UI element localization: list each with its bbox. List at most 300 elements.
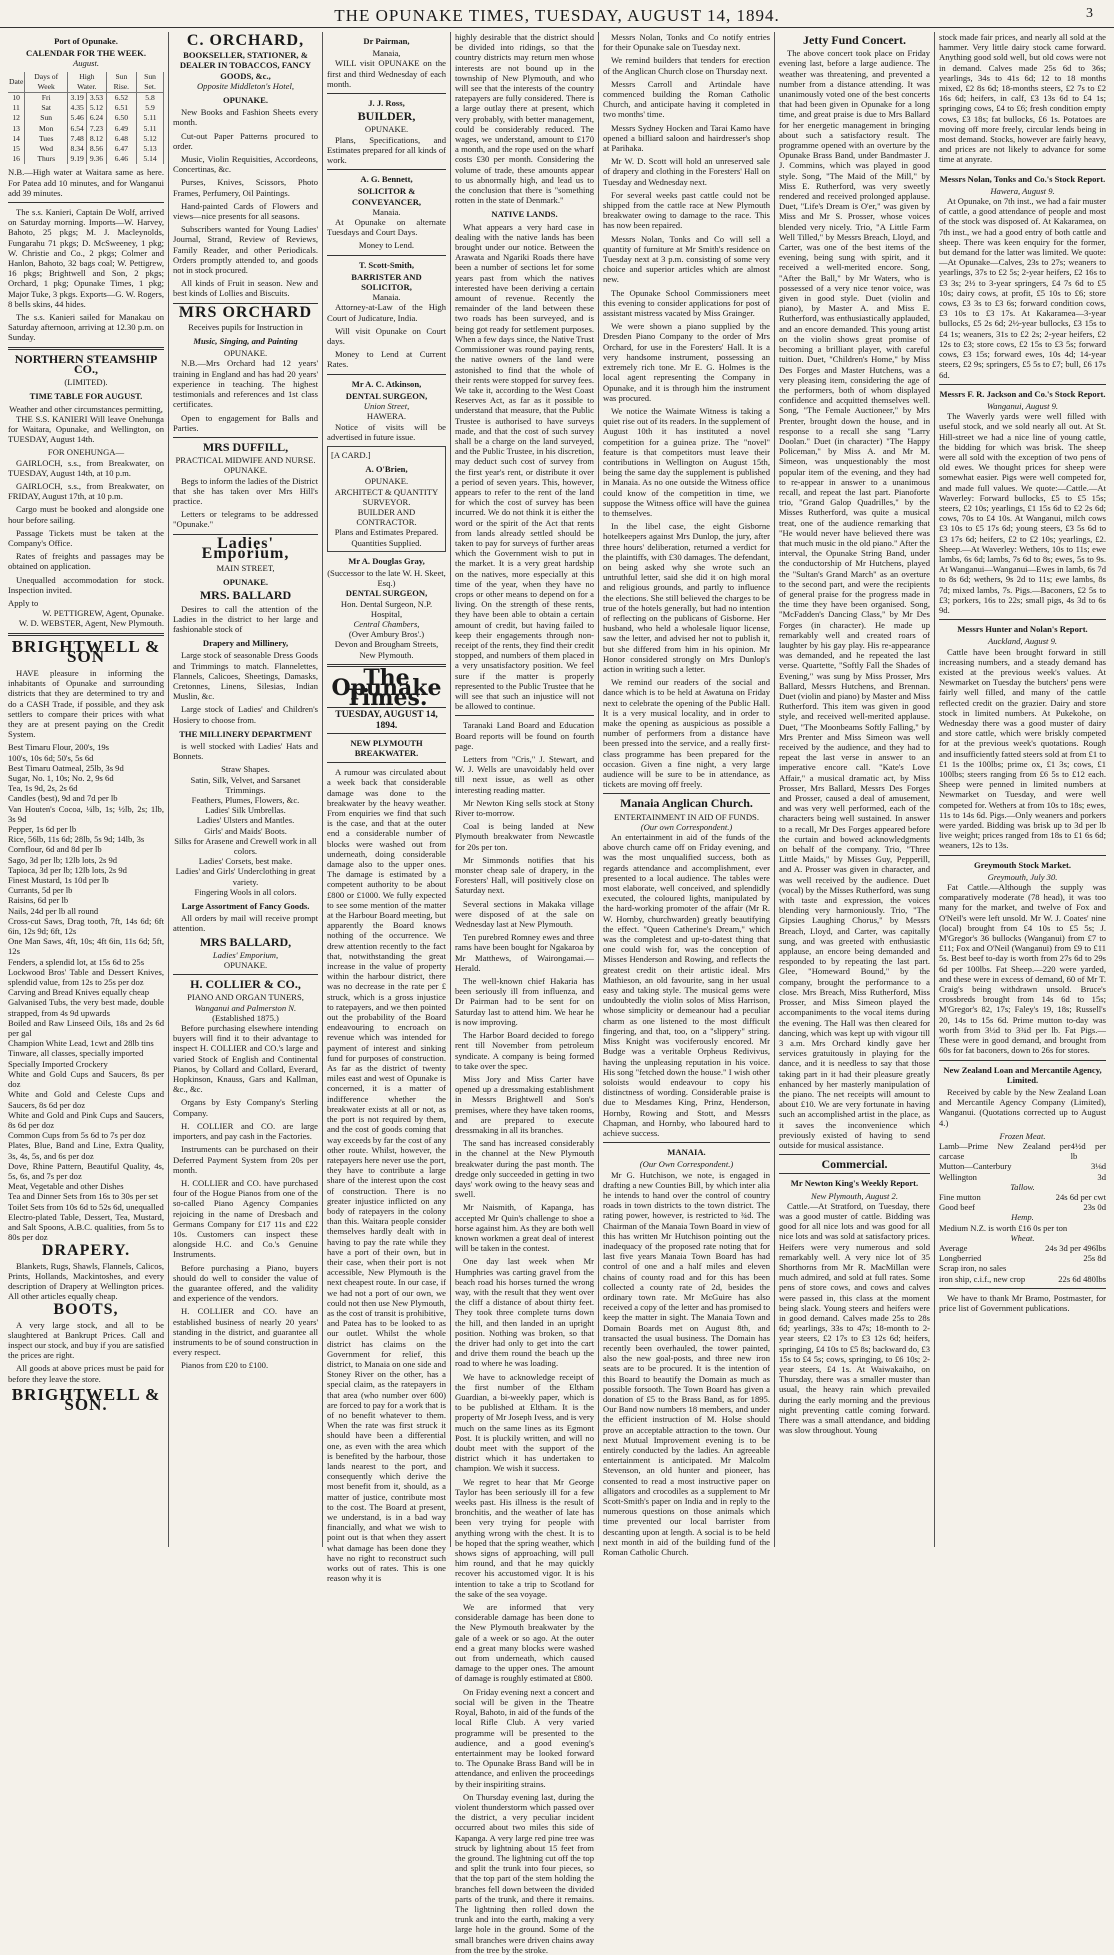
- tide-cell: 7.23: [87, 124, 106, 134]
- price-item: Candles (best), 9d and 7d per lb: [8, 793, 118, 804]
- price-item: Tea, 1s 9d, 2s, 2s 6d: [8, 783, 78, 794]
- col5-briefs: [603, 32, 770, 789]
- emporium-town: OPUNAKE.: [222, 577, 269, 588]
- price-item: Toilet Sets from 10s 6d to 52s 6d, unequalled: [8, 1201, 164, 1212]
- orchard-p7: All kinds of Fruit in season. New and best kinds of Lollies and Biscuits.: [173, 278, 318, 299]
- tide-cell: 6.46: [106, 154, 136, 164]
- mrs-orchard-nb: N.B.—Mrs Orchard had 12 years' training in England and has had 20 years' experience in teaching. The highest testimonials and references and 1st class certificates.: [173, 358, 318, 410]
- breakwater-text: A rumour was circulated about a week back that considerable damage was done to the breakwater by the heavy weather. From enquiries we find that such is the case, and that at the outer end a considerable number of blocks were washed out from underneath, doing considerable damage also to the upper ones. The damage is estimated by a competent authority to be about £800 or £1000. We fully expected to see some mention of the matter at the Harbour Board meeting, but apparently the Board knows nothing of the occurrence. We drew attention recently to the fact that, notwithstanding the great increase in the value of property within the harbour district, there was no decrease in the rate per £ struck, which is a gross injustice to ratepayers, and we then pointed out the probability of the Board endeavouring to encroach on revenue which was intended for payment of interest and sinking fund for purposes of construction. As far as the district of twenty miles east and west of Opunake is concerned, it is a matter of indifference whether the breakwater exists at all or not, as the port is not required by them, and the cost of goods coming that way exceeds by far the cost of any other route. Whilst, however, the ratepayers here never use the port, they have to contribute a large share of the interest upon the cost of construction. There is no greater injustice inflicted on any body of ratepayers in the colony than this. Waitara people consider themselves hardly dealt with in having to pay the rate while they have a port of their own, but in their case, when their port is not accessible, New Plymouth is the next cheapest route. In our case, if we had not a port of our own, we could not then use New Plymouth, as the cost of transit is prohibitive, and Patea has to be looked to as our outlet. Whilst the whole district has claims on the Government for relief, this district, to Manaia on one side and Stoney River on the other, has a special claim, as the ratepayers in that area (who number over 600) are forced to pay for a work that is of no benefit whatever to them. When the rate was first struck it should have been a differential one, as even with the area which is benefited by the harbour, those lands nearest to the port, and consequently which derive the most benefit from it, should, as a matter of justice, contribute most to the cost. The Board at present, we understand, is in a bad way financially, and what we wish to point out is that when they assert what damage has been done they have no right to reconstruct such works out of rates. This is one reason why it is: [327, 767, 446, 1584]
- ballard-heading: MRS. BALLARD: [199, 588, 292, 603]
- masthead-title: THE OPUNAKE TIMES, TUESDAY, AUGUST 14, 1894.: [334, 6, 780, 25]
- price-item: Galvanised Tubs, the very best made, double strapped, from 4s 9d upwards: [8, 997, 164, 1018]
- price-row: [939, 1192, 1106, 1202]
- smith-trade: BARRISTER AND SOLICITOR,: [351, 271, 422, 293]
- collier-p1: Before purchasing elsewhere intending buyers will find it to their advantage to inspect H. COLLIER and CO.'s large and varied Stock of English and Continental Pianos, by Collard and Collard, Everard, Hopkinson, Knauss, Gars and Kallman, &c., &c.: [173, 1023, 318, 1095]
- price-value: 25s 8d: [1083, 1253, 1106, 1264]
- newton-text: Cattle.—At Stratford, on Tuesday, there was a good muster of cattle. Bidding was good for all nice lots and was good for all nice lots and was sold at satisfactory prices. Heifers were very numerous and sold remarkably well. A very nice lot of 35 Shorthorns from Mr R. MacMillan were much admired, and sold at full rates. Some pens of store cows, and cows and calves were passed in, this class at the moment being slack. Young steers and heifers were in good demand. Calves made 25s to 28s 6d; yearlings, 33s to 47s; 18-month to 2-year steers, £2 17s to £3 12s 6d; heifers, springing, £4 10s to £5 8s; backward do, £3 15s to £4 5s; cows, springing, to £6 10s; 2-year steers, £4 1s. At Waiwakaiho, on Thursday, there was a smaller muster than usual, the heavy rain which prevailed during the early morning and the previous night preventing cattle coming forward. There was a small attendance, and bidding was slow throughout. Young: [779, 1200, 930, 1436]
- price-item: Boiled and Raw Linseed Oils, 18s and 2s 6d per gal: [8, 1017, 164, 1039]
- price-item: Sago, 3d per lb; 12lb lots, 2s 9d: [8, 854, 118, 865]
- orchard-p1: New Books and Fashion Sheets every month.: [173, 107, 318, 128]
- gairloch-1: GAIRLOCH, s.s., from Breakwater, on TUESDAY, August 14th, at 10 p.m.: [8, 457, 164, 478]
- price-value: 4½d per lb: [1070, 1140, 1106, 1162]
- timetable-heading: TIME TABLE FOR AUGUST.: [29, 391, 143, 402]
- wheat-heading: Wheat.: [1010, 1232, 1035, 1243]
- shipping-note: The s.s. Kanieri, Captain De Wolf, arrived on Saturday morning. Imports—W. Harvey, Bahoto, 25 pkgs; M. J. Macleynolds, Fungarahu 71 pkgs; D. McSweeney, 1 pkg; W. Christie and Co., 2 pkgs; Colmer and Hanlon, Bahoto, 32 bags coal; W. Pettigrew, 16 pkgs; Brightwell and Son, 2 pkgs; Orchard, 1 pkg; Opunake Times, 1 pkg; Major Tuke, 3 pkgs. Exports—G. W. Rogers, 8 bells skins, 44 hides.: [8, 207, 164, 309]
- news-brief: The Opunake School Commissioners meet this evening to consider applications for post of assistant mistress vacated by Miss Grainger.: [603, 287, 770, 319]
- tide-cell: 5.11: [137, 113, 164, 123]
- nolan-text: At Opunake, on 7th inst., we had a fair muster of cattle, a good attendance of people and most of the stock was disposed of. At Kakaramea, on 7th inst., we had a good entry of both cattle and sheep. There was keen enquiry for the former, but demand for the latter was limited. We quote:—At Opunake—Calves, 23s to 27s; weaners to yearlings, 37s to £2 5s; 2-year heifers, £2 16s to £3 3s; 2½ to 3-year springers, £4 7s 6d to £5 10s; dairy cows, at profit, £5 10s to £6; store cows, £3 3s to £3 6s; forward condition cows, £3 10s to £3 17s. At Kakaramea—3-year bullocks, £5 2s 6d; 2½-year bullocks, £3 15s to £4 1s; weaners, 31s to £2 2s; 2-year heifers, £2 12s to £3; store cows, £2 15s to £3 5s; forward cows, £3 15s; forward ewes, 10s 4d; 14-year steers, £2 9s; springers, £5 5s to £7; bull, £6 17s 6d.: [939, 196, 1106, 380]
- tide-cell: 12: [8, 113, 25, 123]
- port-heading: Port of Opunake.: [54, 36, 118, 46]
- news-brief: For several weeks past cattle could not be shipped from the cattle race at New Plymouth breakwater owing to damage to the race. This has now been repaired.: [603, 189, 770, 231]
- tide-cell: 5.14: [137, 154, 164, 164]
- millinery-list: [173, 764, 318, 897]
- tide-row: [8, 154, 164, 164]
- column-1: [4, 32, 168, 1547]
- greymouth-dateline: Greymouth, July 30.: [987, 871, 1058, 882]
- price-row: [939, 1253, 1106, 1263]
- brightwell-footer: BRIGHTWELL & SON.: [11, 1384, 161, 1414]
- mrs-orchard-town: OPUNAKE.: [223, 348, 268, 359]
- tide-row: [8, 93, 164, 104]
- column-3: [322, 32, 450, 1584]
- news-brief: Taranaki Land Board and Education Board reports will be found on fourth page.: [455, 720, 594, 751]
- atkinson-town: HAWERA.: [366, 411, 407, 422]
- gray-over: (Over Ambury Bros'.): [348, 629, 425, 640]
- news-brief: We regret to hear that Mr George Taylor has been seriously ill for a few weeks past. His illness is the result of bronchitis, and the weather of late has been very trying for people with anything wrong with the chest. It is to be hoped that the spring weather, which shows signs of approaching, will pull him round, and that he may quickly recover his accustomed vigor. It is his intention to take a trip to Scotland for the sake of the sea voyage.: [455, 1476, 594, 1599]
- breakwater-heading: NEW PLYMOUTH BREAKWATER.: [350, 737, 423, 758]
- rates-note: Rates of freights and passages may be obtained on application.: [8, 551, 164, 572]
- ballard-p1: Large stock of seasonable Dress Goods and Trimmings to match. Flannelettes, Flannels, Calicoes, Sheetings, Damasks, Cretonnes, Linens, Silesias, Indian Muslin, &c.: [173, 650, 318, 702]
- price-item: Van Houten's Cocoa, ¼lb, 1s; ½lb, 2s; 1lb, 3s 9d: [8, 803, 164, 824]
- bennett-town: Manaia.: [372, 206, 401, 217]
- news-brief: We have to acknowledge receipt of the first number of the Eltham Guardian, a bi-weekly paper, which is to be published at Eltham. It is the property of Mr Joseph Ivess, and is very much on the same lines as its Egmont Post. It is pluckily written, and will no doubt meet with the support of the district which it has undertaken to champion. We wish it success.: [455, 1371, 594, 1474]
- tide-cell: 8.56: [87, 144, 106, 154]
- gray-heading: Mr A. Douglas Gray,: [348, 555, 425, 566]
- tallow-heading: Tallow.: [1010, 1181, 1035, 1192]
- smith-town: Manaia.: [372, 292, 401, 303]
- obrien-quantities: Quantities Supplied.: [351, 537, 422, 548]
- tide-cell: Mon: [25, 124, 68, 134]
- bennett-heading: A. G. Bennett,: [360, 174, 413, 185]
- news-brief: Mr Simmonds notifies that his monster cheap sale of drapery, in the Foresters' Hall, will positively close on Saturday next.: [455, 854, 594, 896]
- emporium-street: MAIN STREET,: [216, 562, 275, 573]
- emporium-heading: Ladies' Emporium,: [201, 534, 290, 562]
- millinery-item: Ladies' Corsets, best make.: [198, 856, 293, 867]
- newton-dateline: New Plymouth, August 2.: [811, 1190, 898, 1201]
- price-list: [8, 742, 164, 1242]
- jetty-text: The above concert took place on Friday evening last, before a large audience. The weather was threatening, and prevented a number from a distance attending. It was unanimously voted one of the best concerts that had been given in Opunake for a long time, and great praise is due to Mrs Ballard for her energetic management in bringing about such a satisfactory result. The programme opened with an overture by the Opunake Brass Band, under Bandmaster J. J. Commins, which was played in good style. Song, "The Maid of the Mill," by Miss E. Rutherford, was very sweetly rendered and received prolonged applause. Duet, "Life's Dream is O'er," was given by Miss and Mr S. Prosser, whose voices blended very nicely. Trio, "A Little Farm Well Tilled," by Messrs Breach, Lloyd, and Carter, was one of the best items of the evening, being sung with spirit, and it received a well-merited encore. Song, "After the Ball," by Mr Waters, who is possessed of a very nice tenor voice, was given in good style. Duet (violin and piano), by Master A. and Miss E. Rutherford, was enthusiastically applauded, and an encore demanded. This young artist on the violin shows great promise of becoming a brilliant player, with careful tuition. Duet, "Children's Home," by Miss Des Forges and Master Hutchens, was a very pleasing item, considering the age of the performers, both of whom displayed confidence and acquitted themselves well. Song, "The Female Auctioneer," by Mrs Prenter, brought down the house, and in response to a recall she sang "Larry Doolan." Duet (in character) "The Happy Policeman," by Miss A. and Mr M. Simeon, was unquestionably the most popular item of the evening, and they had to re-appear in answer to a unanimous recall, and repeat the last part. Pianoforte trio, "Grand Galop Quadrilles," by the Misses Rutherford, was quite a musical treat, one of the audience remarking that "He would never have believed there was that much music in the old piano." After the interval, the Opunake String Band, under the conductorship of Mr Hutchens, played the "Sultan's Grand March" as an overture to the second part, and were the recipients of general praise for the progress made in the time they have been organised. Song, "McFadden's Dancing Class," by Mr Des Forges (in character). He made up remarkably well and created roars of laughter by his gay play. His re-appearance was demanded, and he repeated the last verse. Quartette, "Softly Fall the Shades of Evening," was sung by Miss Prosser, Mrs Ballard, Messrs Hutchens, and Brennan. Duet (violin and piano) by Master and Miss Rutherford. This item was given in good style, and received well-merited applause. Duet, "The Moonbeams Softly Falling," by Mrs Prenter and Miss Simeon was well received by the audience, and they had to repeat the last verse in answer to an imperative encore call. "Kate's Love Affair," a musical dramatic act, by Miss Prosser, Mrs Ballard, Messrs Des Forges and Prosser, caused a deal of amusement, and was very well performed, each of the characters being well sustained. In answer to a recall, Mr Des Forges appeared before the curtain and bowed acknowledgments on behalf of the company. Trio, "Three Little Maids," by Misses Guy, Pepperill, and A. Prosser was given in character, and was well received by the audience. Duet (vocal) by the Misses Rutherford, was sung with taste and expression, the voices blending very harmoniously. Trio, "The Gipsies Laughing Chorus," by Messrs Breach, Lloyd, and Carter, was capitally sung, and was greeted with enthusiastic applause, an encore being demanded and responded to by repeating the last part. Glee, "Homeward Bound," by the company, brought the performance to a close. Mrs Breach, Miss Rutherford, Miss Prosser, and Miss Simeon played the accompaniments to the vocal items during the evening. The Hall was then cleared for dancing, which was kept up with vigour till 3 a.m. Mrs Orchard kindly gave her services gratuitously in playing for the dance, and it is needless to say that those taking part in it had their pleasure greatly enhanced by her masterly manipulation of the piano. The net receipts will amount to about £10. We are very fortunate in having such an accomplished artist in the place, as it saves the inconvenience which previously existed of having to send outside for musical assistance.: [779, 48, 930, 1150]
- collier-town: Wanganui and Palmerston N.: [194, 1002, 297, 1013]
- tide-table: [8, 72, 164, 165]
- tide-row: [8, 134, 164, 144]
- price-item: Common Cups from 5s 6d to 7s per doz: [8, 1130, 146, 1141]
- passage-note: Passage Tickets must be taken at the Company's Office.: [8, 527, 164, 548]
- tide-cell: 9.19: [68, 154, 87, 164]
- millinery-item: Straw Shapes.: [221, 764, 270, 775]
- tide-cell: 5.11: [137, 124, 164, 134]
- price-item: Rice, 56lb, 11s 6d; 28lb, 5s 9d; 14lb, 3s: [8, 834, 145, 845]
- tide-cell: Fri: [25, 93, 68, 104]
- millinery-item: Ladies' Ulsters and Mantles.: [196, 815, 295, 826]
- ballard-footer-town: OPUNAKE.: [223, 960, 268, 971]
- paper-date: TUESDAY, AUGUST 14, 1894.: [327, 707, 446, 733]
- tide-header: Date: [8, 72, 25, 93]
- calendar-heading: CALENDAR FOR THE WEEK.: [25, 48, 146, 59]
- duffill-line: PRACTICAL MIDWIFE AND NURSE.: [175, 455, 316, 466]
- duffill-letters: Letters or telegrams to be addressed "Opunake.": [173, 509, 318, 530]
- news-brief: On Thursday evening last, during the violent thunderstorm which passed over the district, a very peculiar incident occurred about two miles this side of Kapanga. A very large red pine tree was struck by lightning about 15 feet from the ground. The lightning cut off the top and split the trunk into four pieces, so that the top part of the stem holding the branches fell down between the divided parts of the trunk, and there it remains. The lightning then rolled down the trunk and into the earth, making a very large hole in the ground. Some of the small branches were driven chains away from the tree by the stroke.: [455, 1791, 594, 1955]
- news-brief: Ten purebred Romney ewes and three rams have been bought for Ngakaroa by Mr Matthews, of Wairongamai.—Herald.: [455, 932, 594, 973]
- news-brief: One day last week when Mr Humphries was carting gravel from the beach road his horses turned the wrong way, with the result that they went over the cliff a distance of about thirty feet. They took three complete turns down the hill, and then landed in an upright position. Nothing was broken, so that the driver had only to get into the cart and drive them round the beach up the road to where he was loading.: [455, 1256, 594, 1369]
- greymouth-text: Fat Cattle.—Although the supply was comparatively moderate (78 head), it was too many for the market, and twelve of Fox and O'Neil's were left unsold. Mr W. J. Coates' nine (local) brought from £4 10s to £5 5s; J. M'Gregor's 36 bullocks (Wanganui) from £7 to £11; Fox and O'Neil (Wanganui) from £9 to £11 5s. Best beef to-day is worth from 27s 6d to 29s 6d per 100lbs. Fat Sheep.—220 were yarded, and these were in excess of demand, 60 of Mr T. Craig's being withdrawn unsold. Bruce's crossbreds brought from 14s 6d to 15s; M'Gregor's 82, 17s; Faley's 19, 18s; Russell's 20, 14s to 15s 6d. Prime mutton to-day was worth from 3½d to 3¾d per lb. Fat Pigs.—These were in good demand, and brought from 60s for fat baconers, down to 26s for stores.: [939, 882, 1106, 1056]
- price-item: Fenders, a splendid lot, at 15s 6d to 25s: [8, 956, 145, 967]
- tide-cell: 16: [8, 154, 25, 164]
- jackson-dateline: Wanganui, August 9.: [986, 400, 1059, 411]
- news-brief: On Friday evening next a concert and social will be given in the Theatre Royal, Bahoto, in aid of the funds of the local Rifle Club. A very varied programme will be presented to the audience, and a good evening's entertainment may be looked forward to. The Opunake Brass Band will be in attendance, and enliven the proceedings by their inspiriting strains.: [455, 1686, 594, 1789]
- price-item: White and Gold Cups and Saucers, 8s per doz: [8, 1068, 164, 1090]
- drapery-text: Blankets, Rugs, Shawls, Flannels, Calicos, Prints, Hollands, Mackintoshes, and every description of Drapery at Wellington prices. All other articles equally cheap.: [8, 1260, 164, 1302]
- tide-cell: 9.36: [87, 154, 106, 164]
- news-brief: The sand has increased considerably in the channel at the New Plymouth breakwater during the past month. The dredge only succeeded in getting in two days' work owing to the heavy seas and swell.: [455, 1138, 594, 1200]
- breakwater-continued: highly desirable that the district should be divided into ridings, so that the country districts may return men whose interests are not bound up in the township of New Plymouth, and who will see that the interests of the country ratepayers are fully considered. There is a large outlay there at present, which very probably, with better management, could be considerably reduced. The wages, we understand, amount to £170 a month, and the rope used on the wharf costs £30 per month. Considering the volume of trade, these amounts appear to us abnormally high, and lead us to the conclusion that there is "something rotten in the state of Denmark.": [455, 32, 594, 206]
- tide-cell: 10: [8, 93, 25, 104]
- ballard-footer: MRS BALLARD,: [199, 934, 292, 949]
- gray-town: New Plymouth.: [359, 649, 414, 660]
- price-label: Mutton—Canterbury: [939, 1161, 1012, 1172]
- tide-cell: 5.46: [68, 113, 87, 123]
- price-item: Tinware, all classes, specially imported: [8, 1048, 144, 1059]
- manaia-church-corr: (Our own Correspondent.): [640, 821, 733, 832]
- ballard-footer-sub: Ladies' Emporium,: [212, 949, 279, 960]
- sailing-note: The s.s. Kanieri sailed for Manakau on Saturday afternoon, arriving at 12.30 p.m. on Sunday.: [8, 312, 164, 343]
- price-item: Lockwood Bros' Table and Dessert Knives, splendid value, from 12s to 25s per doz: [8, 966, 164, 988]
- millinery-item: Satin, Silk, Velvet, and Sarsanet Trimmings.: [190, 774, 301, 795]
- smith-heading: T. Scott-Smith,: [359, 259, 414, 270]
- mrs-orchard-intro: Receives pupils for Instruction in: [188, 321, 303, 332]
- manaia-church-heading: Manaia Anglican Church.: [620, 796, 753, 811]
- brightwell-heading: BRIGHTWELL & SON: [11, 636, 161, 666]
- orchard-heading: C. ORCHARD,: [186, 32, 305, 49]
- tide-cell: 5.9: [137, 103, 164, 113]
- manaia-corr: (Our Own Correspondent.): [639, 1159, 734, 1170]
- price-item: Currants, 5d per lb: [8, 885, 73, 896]
- agent-1: W. PETTIGREW, Agent, Opunake.: [42, 608, 164, 619]
- collier-p7: H. COLLIER and CO. have an established business of nearly 20 years' standing in the district, and guarantee all instruments to be of sound construction in every respect.: [173, 1306, 318, 1358]
- price-item: Cornflour, 6d and 8d per lb: [8, 844, 102, 855]
- pairman-heading: Dr Pairman,: [363, 36, 410, 46]
- price-item: Best Timaru Oatmeal, 25lb, 3s 9d: [8, 762, 124, 773]
- tide-cell: Sun: [25, 113, 68, 123]
- obrien-trade: ARCHITECT & QUANTITY SURVEYOR.: [334, 486, 439, 507]
- gray-hon: Hon. Dental Surgeon, N.P. Hospital,: [340, 598, 433, 619]
- price-item: One Man Saws, 4ft, 10s; 4ft 6in, 11s 6d; 5ft, 12s: [8, 936, 164, 957]
- pairman-text: WILL visit OPUNAKE on the first and third Wednesday of each month.: [327, 58, 446, 89]
- hemp-heading: Hemp.: [1011, 1212, 1034, 1223]
- pairman-town: Manaia,: [372, 48, 401, 59]
- price-item: Specially Imported Crockery: [8, 1058, 108, 1069]
- orchard-p6: Subscribers wanted for Young Ladies' Journal, Strand, Review of Reviews, Family Reader, and other Periodicals. Orders promptly attended to, and goods not in stock procured.: [173, 224, 318, 276]
- price-label: Lamb—Prime New Zealand per carcase: [939, 1140, 1071, 1162]
- hunter-heading: Messrs Hunter and Nolan's Report.: [957, 624, 1088, 635]
- jackson-text: The Waverly yards were well filled with useful stock, and we sold nearly all out. At St. Hill-street we had a nice line of young cattle, the bidding for which was brisk. The sheep were all sold with the exception of two pens of old ewes. We thought prices for sheep were somewhat easier. Pigs were well competed for, and made full values. We quote:—Cattle.—At Waverley: Forward bullocks, £5 to £5 15s; steers, £2 10s; yearlings, £1 15s 6d to £2 2s 6d; cows, 70s to £4 10s. At Wanganui, milch cows £3 10s to £5 17s 6d; young steers, £3 5s 6d to £3 17s 6d; heifers, £2 to £2 10s; yearlings, £2. Sheep.—At Waverley: Wethers, 10s to 11s; ewe lambs, 6s 6d; lambs, 7s 6d to 8s; ewes, 5s to 9s. At Wanganui—Wanganui—Ewes in lamb, 6s 7d to 8s 6d; wethers, 9s 2d to 11s; ewe lambs, 8s 7d; mixed lambs, 7s. Pigs.—Baconers, £2 5s to £3; porkers, 16s to 22s; small pigs, 4s 3d to 6s 9d.: [939, 411, 1106, 615]
- page-number: 3: [1086, 6, 1094, 21]
- onehunga-heading: FOR ONEHUNGA—: [47, 447, 125, 458]
- price-value: 3⅛d: [1090, 1161, 1106, 1172]
- price-item: Carving and Bread Knives equally cheap: [8, 987, 150, 998]
- nz-loan-text: Received by cable by the New Zealand Loan and Mercantile Agency Company (Limited), Wanganui. (Quotations corrected up to August 4.): [939, 1086, 1106, 1128]
- news-brief: The well-known chief Hakaria has been seriously ill from influenza, and Dr Pairman had to be sent for on Saturday last to attend him. We hear he is now improving.: [455, 976, 594, 1027]
- atkinson-heading: Mr A. C. Atkinson,: [351, 378, 422, 389]
- jetty-heading: Jetty Fund Concert.: [803, 33, 906, 47]
- timetable-intro: Weather and other circumstances permitting,: [9, 403, 163, 414]
- tide-cell: 6.52: [106, 93, 136, 104]
- mail-orders: All orders by mail will receive prompt attention.: [173, 913, 318, 934]
- ballard-intro: Desires to call the attention of the Ladies in the district to her large and fashionable stock of: [173, 603, 318, 634]
- column-7: [934, 32, 1110, 1547]
- collier-p4: Instruments can be purchased on their Deferred Payment System from 20s per month.: [173, 1144, 318, 1175]
- hunter-dateline: Auckland, August 9.: [987, 636, 1058, 647]
- commercial-heading: Commercial.: [821, 1157, 888, 1172]
- orchard-p2: Cut-out Paper Patterns procured to order.: [173, 130, 318, 151]
- mrs-orchard-balls: Open to engagement for Balls and Parties.: [173, 412, 318, 433]
- obrien-ad: [327, 446, 446, 552]
- tide-cell: 5.12: [137, 134, 164, 144]
- obrien-trade2: BUILDER AND CONTRACTOR.: [356, 506, 417, 528]
- apply-to: Apply to: [8, 597, 39, 608]
- millinery-heading: THE MILLINERY DEPARTMENT: [179, 728, 312, 739]
- manaia-text: Mr G. Hutchison, we note, is engaged in drafting a new Counties Bill, by which inter alia he intends to hand over the control of country roads in town districts to the town district. The rating power, however, is restricted to ¾d. The Chairman of the Manaia Town Board in view of this has written Mr Hutchison pointing out the inadequacy of the proposed rate noting that for last five years Manaia Town Board has had control of one and a half miles and eleven chains of county road and for this has been collected a county rate of 2d, besides the ordinary town rate. Mr McGuire has also received a copy of the letter and has promised to keep the matter in sight. The Manaia Town and Domain Boards met on August 8th, and transacted the usual business. The Domain has recently been overhauled, the tower painted, also the new goal-posts, and three new iron seats are to be procured. It is the intention of this Board to beautify the Domain as much as possible forsooth. The Town Board has given a donation of £5 to the Brass Band, as for 1895. Our Band now numbers 18 members, and under the efficient instruction of M. Holse should prove an acceptable attraction to the town. Our next Mutual Improvement evening is to be entirely conducted by the ladies. An agreeable entertainment is anticipated. Mr Malcolm Stevenson, an old hunter and pioneer, has consented to read a most instructive paper on alligators and crocodiles as a supplement to Mr Scott-Smith's paper on India and in reply to the numerous questions on those animals which time prevented our local barrister from descanting upon at length. A social is to be held next month in aid of the building fund of the Roman Catholic Church.: [603, 1169, 770, 1558]
- orchard-line: BOOKSELLER, STATIONER, & DEALER IN TOBACCOS, FANCY GOODS, &c.,: [179, 50, 312, 81]
- collier-p6: Before purchasing a Piano, buyers should do well to consider the value of the guarantee offered, and the validity and experience of the vendors.: [173, 1262, 318, 1304]
- tide-cell: 3.53: [87, 93, 106, 104]
- orchard-town: OPUNAKE.: [222, 95, 269, 106]
- tide-row: [8, 113, 164, 123]
- col4-briefs: [455, 720, 594, 1955]
- tide-cell: 14: [8, 134, 25, 144]
- tide-row: [8, 124, 164, 134]
- ross-trade: BUILDER,: [357, 109, 416, 124]
- tide-cell: 13: [8, 124, 25, 134]
- newton-heading: Mr Newton King's Weekly Report.: [790, 1178, 919, 1189]
- iron-ship-label: iron ship, c.i.f., new crop: [939, 1273, 1026, 1284]
- price-row: [939, 1141, 1106, 1161]
- news-brief: We notice the Waimate Witness is taking a quiet rise out of its readers. In the supplement of August 10th it has instituted a novel competition for a guinea prize. The "novel" feature is that competitors must leave their contributions in Wellington on August 15th, being the same day the supplement is published in Manaia. As no one outside the Witness office could know of the competition in time, we suppose the Witness office will have the guinea to themselves.: [603, 405, 770, 518]
- news-brief: Mr Newton King sells stock at Stony River to-morrow.: [455, 797, 594, 819]
- gray-sub: (Successor to the late W. H. Skeet, Esq.): [327, 567, 446, 589]
- orchard-p4: Purses, Knives, Scissors, Photo Frames, Perfumery, Oil Paintings.: [173, 177, 318, 198]
- tide-cell: 8.12: [87, 134, 106, 144]
- column-5: [598, 32, 774, 1558]
- price-item: Sugar, No. 1, 10s; No. 2, 9s 6d: [8, 773, 114, 783]
- tide-cell: 6.48: [106, 134, 136, 144]
- collier-p3: H. COLLIER and CO. are large importers, and pay cash in the Factories.: [173, 1120, 318, 1142]
- brightwell-intro: HAVE pleasure in informing the inhabitants of Opunake and surrounding districts that they are determined to try and do a CASH Trade, if possible, and they ask settlers to compare their prices with what they are at present paying on the Credit System.: [8, 667, 164, 740]
- obrien-heading: A. O'Brien,: [365, 464, 408, 475]
- tide-cell: Tues: [25, 134, 68, 144]
- collier-p5: H. COLLIER and CO. have purchased four of the Hogue Pianos from one of the so-called Piano Agency Companies rejoicing in the name of Dresbach and Germans Company for £17 11s and £22 10s. Customers can inspect these alongside H.C. and Co.'s Genuine Instruments.: [173, 1177, 318, 1260]
- column-4: [450, 32, 598, 1955]
- agent-2: W. D. WEBSTER, Agent, New Plymouth.: [18, 618, 164, 629]
- price-label: Good beef: [939, 1202, 976, 1213]
- tide-cell: 6.51: [106, 103, 136, 113]
- price-value: 23s 0d: [1083, 1202, 1106, 1213]
- tide-cell: 6.24: [87, 113, 106, 123]
- price-item: 100's, 10s 6d; 50's, 5s 6d: [8, 752, 94, 763]
- price-item: Finest Mustard, 1s 10d per lb: [8, 875, 109, 886]
- news-brief: We were shown a piano supplied by the Dresden Piano Company to the order of Mrs Orchard, for use in the Foresters' Hall. It is a very handsome instrument, possessing an extremely rich tone. Mr E. G. Holmes is the local agent representing the Company in Opunake, and it is through him the instrument was procured.: [603, 321, 770, 403]
- boots-heading: BOOTS,: [53, 1301, 119, 1319]
- tide-cell: Thurs: [25, 154, 68, 164]
- news-brief: Messrs Sydney Hocken and Tarai Kamo have opened a billiard saloon and hairdresser's shop at Parihaka.: [603, 122, 770, 154]
- news-brief: Mr W. D. Scott will hold an unreserved sale of drapery and clothing in the Foresters' Hall on Tuesday and Wednesday next.: [603, 156, 770, 187]
- steamship-company: NORTHERN STEAMSHIP CO.,: [14, 351, 158, 376]
- news-brief: Coal is being landed at New Plymouth breakwater from Newcastle for 20s per ton.: [455, 821, 594, 852]
- duffill-town: OPUNAKE.: [223, 465, 268, 476]
- native-text: What appears a very hard case in dealing with the native lands has been brought under our notice. Between the Arawata and Ngariki Roads there have been a number of sections let for some years past from which the natives interested have been deriving a certain amount of revenue. Recently the remainder of the land between these two roads has been surveyed, and is being got ready for settlement purposes. When a few days since, the Native Trust Commissioner was round paying rents, the native owners of the land were astonished to find that the whole of their rents were stopped for survey fees. We take it, according to the West Coast Reserves Act, as far as it possible to understand that measure, that the Public Trustee is authorised to have surveys made, and that the cost of such survey shall be a charge on the land surveyed, and the Public Trustee, in his discretion, may deduct such cost of survey from the first year's rent, or distribute it over a period of seven years. This, however, appears to refer to the rent of the land for which the cost of survey has been incurred. We do not think it is either the word or the spirit of the Act that rents from lands already settled should be taken to pay for surveys of further areas which the Government wish to put in the market. It is a very great hardship on the natives, more especially at this time of the year, when they have no crops or other means to depend on for a living. On the strength of these rents, they have been able to obtain a certain amount of credit, but having failed to keep their engagements through non-receipt of the rents, they find their credit stopped, and numbers of them placed in a very unsatisfactory position. We feel sure if the matter is properly represented to the Public Trustee that he will see that such an injustice will not be allowed to continue.: [455, 221, 594, 712]
- obrien-plans: Plans and Estimates Prepared.: [334, 527, 439, 538]
- thanks-note: We have to thank Mr Bramo, Postmaster, for price list of Government publications.: [939, 1292, 1106, 1313]
- tide-header: High Water.: [68, 72, 107, 93]
- fancy-heading: Large Assortment of Fancy Goods.: [181, 901, 310, 912]
- price-item: White and Gold and Celeste Cups and Saucers, 8s 6d per doz: [8, 1089, 164, 1110]
- wheat-rows: [939, 1243, 1106, 1263]
- millinery-item: Ladies' Silk Umbrellas.: [205, 805, 286, 816]
- price-item: Electro-plated Table, Dessert, Tea, Mustard, and Salt Spoons, A.B.C. qualities, from 5s to 80s per doz: [8, 1211, 164, 1243]
- tide-row: [8, 103, 164, 113]
- native-heading: NATIVE LANDS.: [491, 209, 558, 220]
- news-brief: Letters from "Cris," J. Stewart, and W. J. Wells are unavoidably held over till next issue, as well as other interesting reading matter.: [455, 754, 594, 795]
- smith-visit: Will visit Opunake on Court days.: [327, 325, 446, 347]
- price-row: [939, 1202, 1106, 1212]
- duffill-text: Begs to inform the ladies of the District that she has taken over Mrs Hill's practice.: [173, 475, 318, 506]
- meat-rows: [939, 1141, 1106, 1182]
- jackson-heading: Messrs F. R. Jackson and Co.'s Stock Report.: [939, 388, 1106, 399]
- tide-cell: 6.47: [106, 144, 136, 154]
- smith-text: Attorney-at-Law of the High Court of Judicature, India.: [327, 302, 446, 323]
- nolan-dateline: Hawera, August 9.: [990, 185, 1055, 196]
- price-item: Cross-cut Saws, Drag tooth, 7ft, 14s 6d; 6ft 6in, 12s 9d; 6ft, 12s: [8, 915, 164, 937]
- tallow-rows: [939, 1192, 1106, 1212]
- obrien-card: [A CARD.]: [331, 449, 371, 460]
- price-item: Pepper, 1s 6d per lb: [8, 824, 77, 835]
- news-brief: In the libel case, the eight Gisborne hotelkeepers against Mrs Dunlop, the jury, after three hours' deliberation, returned a verdict for the plaintiffs, with £30 damages. The defendant, on being asked why she wrote such an untruthful letter, said she did it on high moral and religious grounds, and partly to influence the elections. She still believed the charges to be true of the hotels generally, but had no intention of reflecting on the publicans of Gisborne. Her husband, who held a wholesale liquor license, saw the letter, and advised her not to publish it, but she differed from him in his opinion. Mr Honor considered strongly on Mrs Dunlop's action in writing such a letter.: [603, 521, 770, 674]
- bennett-money: Money to Lend.: [358, 240, 415, 251]
- tide-cell: 6.54: [68, 124, 87, 134]
- manaia-heading: MANAIA.: [667, 1147, 706, 1158]
- price-item: Best Timaru Flour, 200's, 19s: [8, 742, 110, 753]
- price-value: 24s 3d per 496lbs: [1045, 1242, 1106, 1253]
- ross-text: Plans, Specifications, and Estimates prepared for all kinds of work.: [327, 134, 446, 166]
- stock-note: Unequalled accommodation for stock. Inspection invited.: [8, 574, 164, 595]
- news-brief: Messrs Nolan, Tonks and Co will sell a quantity of furniture at Mr Smith's residence on Tuesday next at 3 p.m. consisting of some very choice and superior articles which are almost new.: [603, 233, 770, 285]
- price-row: [939, 1172, 1106, 1182]
- price-item: Plates, Blue, Band and Line, Extra Quality, 3s, 4s, 5s, and 6s per doz: [8, 1140, 164, 1161]
- orchard-p5: Hand-painted Cards of Flowers and views—nice presents for all seasons.: [173, 200, 318, 222]
- price-item: Nails, 24d per lb all round: [8, 905, 99, 916]
- news-brief: Miss Jory and Miss Carter have opened up a dressmaking establishment in Messrs Brightwell and Son's premises, where they have taken rooms, and are prepared to execute dressmaking in all its branches.: [455, 1073, 594, 1135]
- atkinson-street: Union Street,: [363, 401, 410, 412]
- paper-title: The Opunake Times.: [331, 664, 442, 712]
- newton-continued: stock made fair prices, and nearly all sold at the hammer. Very little dairy stock came forward. Anything good sold well, but old cows were not in demand. Calves made 25s 6d to 36s; yearlings, 34s to 41s 6d; 12 to 18 months mixed, £2 8s 6d; 18-months steers, £2 7s to £2 16s 6d; heifers, in calf, £3 13s 6d to £4 1s; springing cows, £4 to £6; fresh condition empty cows, £3 18s; fat bullocks, £6 1s. Potatoes are moving off more freely, circular lends being in most demand. Stocks, however are fairly heavy, and prices are not likely to advance for some time at anyrate.: [939, 32, 1106, 165]
- price-label: Wellington: [939, 1171, 977, 1182]
- price-label: Fine mutton: [939, 1191, 981, 1202]
- news-brief: Several sections in Makaka village were disposed of at the sale on Wednesday last at New Plymouth.: [455, 898, 594, 930]
- news-brief: We remind our readers of the social and dance which is to be held at Awatuna on Friday next to celebrate the opening of the Public Hall. It is a very musical locality, and in order to make the opening as auspicious as possible a number of performers from a distance have been pressed into the service, and a really first-class programme has been prepared for the occasion. Given a fine night, a very large audience will be sure to be in attendance, as tickets are moving off freely.: [603, 677, 770, 790]
- tide-cell: 4.35: [68, 103, 87, 113]
- collier-heading: H. COLLIER & CO.,: [190, 977, 301, 992]
- nz-loan-heading: New Zealand Loan and Mercantile Agency, Limited.: [943, 1064, 1102, 1085]
- millinery-item: Fingering Wools in all colors.: [194, 886, 297, 897]
- tide-cell: 5.8: [137, 93, 164, 104]
- iron-ship-row: [939, 1274, 1106, 1284]
- tide-cell: 3.19: [68, 93, 87, 104]
- collier-p2: Organs by Esty Company's Sterling Company.: [173, 1097, 318, 1118]
- ross-town: OPUNAKE.: [364, 124, 409, 135]
- cargo-note: Cargo must be booked and alongside one hour before sailing.: [8, 504, 164, 525]
- gairloch-2: GAIRLOCH, s.s., from Breakwater, on FRIDAY, August 17th, at 10 p.m.: [8, 480, 164, 502]
- tide-cell: 7.48: [68, 134, 87, 144]
- price-row: [939, 1243, 1106, 1253]
- price-item: Raisins, 6d per lb: [8, 895, 69, 906]
- gray-chambers: Central Chambers,: [353, 618, 420, 629]
- news-brief: The Harbor Board decided to forego rent till November from petroleum syndicate. A company is being formed to take over the spec.: [455, 1030, 594, 1071]
- tide-cell: Sat: [25, 103, 68, 113]
- column-2: [168, 32, 322, 1547]
- tide-cell: 5.13: [137, 144, 164, 154]
- millinery-item: Feathers, Plumes, Flowers, &c.: [191, 795, 300, 805]
- price-value: 3d: [1097, 1171, 1106, 1182]
- mrs-orchard-subjects: Music, Singing, and Painting: [193, 336, 298, 347]
- tide-cell: 15: [8, 144, 25, 154]
- orchard-address: Opposite Middleton's Hotel,: [196, 80, 295, 91]
- bennett-trade: SOLICITOR & CONVEYANCER,: [351, 186, 422, 207]
- duffill-heading: MRS DUFFILL,: [202, 439, 289, 454]
- price-item: Tapioca, 3d per lb; 12lb lots, 2s 9d: [8, 864, 127, 875]
- tide-cell: 5.12: [87, 103, 106, 113]
- collier-line: PIANO AND ORGAN TUNERS,: [187, 992, 304, 1003]
- drapery-heading: DRAPERY.: [41, 1242, 131, 1260]
- orchard-p3: Music, Violin Requisities, Accordeons, Concertinas, &c.: [173, 154, 318, 175]
- mrs-orchard-heading: MRS ORCHARD: [178, 303, 313, 321]
- gray-trade: DENTAL SURGEON,: [345, 588, 428, 599]
- millinery-item: Silks for Arasene and Crewell work in all colors.: [174, 835, 317, 857]
- news-brief: We remind builders that tenders for erection of the Anglican Church close on Thursday next.: [603, 55, 770, 76]
- masthead: [0, 0, 1114, 28]
- price-item: Dove, Rhine Pattern, Beautiful Quality, 4s, 5s, 6s, and 7s per doz: [8, 1160, 164, 1181]
- tide-header: Sun Set.: [137, 72, 164, 93]
- collier-est: (Established 1875.): [212, 1012, 279, 1023]
- price-item: White and Gold and Pink Cups and Saucers, 8s 6d per doz: [8, 1109, 164, 1130]
- news-brief: Messrs Carroll and Artindale have commenced building the Roman Catholic Church, and anticipate having it completed in two months' time.: [603, 78, 770, 120]
- tide-row: [8, 144, 164, 154]
- ballard-p2: Large stock of Ladies' and Children's Hosiery to choose from.: [173, 704, 318, 725]
- tide-cell: 11: [8, 103, 25, 113]
- ross-heading: J. J. Ross,: [368, 98, 405, 109]
- atkinson-trade: DENTAL SURGEON,: [345, 390, 428, 401]
- nolan-heading: Messrs Nolan, Tonks and Co.'s Stock Report.: [939, 173, 1106, 184]
- price-item: Tea and Dinner Sets from 16s to 30s per set: [8, 1191, 158, 1202]
- frozen-meat-heading: Frozen Meat.: [999, 1130, 1046, 1141]
- price-value: 24s 6d per cwt: [1055, 1191, 1106, 1202]
- timetable-body: THE S.S. KANIERI Will leave Onehunga for Waitara, Opunake, and Wellington, on TUESDAY, August 14th.: [8, 413, 164, 445]
- smith-money: Money to Lend at Current Rates.: [327, 349, 446, 370]
- news-brief: Mr Naismith, of Kapanga, has accepted Mr Quin's challenge to shoe a horse against him. As they are both well known workmen a great deal of interest will be taken in the contest.: [455, 1202, 594, 1254]
- manaia-church-text: An entertainment in aid of the funds of the above church came off on Friday evening, and was the most unqualified success, both as regards attendance and accomplishment, ever presented to a local audience. The tables were most elaborate, well conceived, and splendidly executed, the coloured lights, manipulated by the hard-working promoter of the affair (Mr R. W. Hornby, churchwarden) greatly beautifying the effect. "Queen Catherine's Dream," which was the completest and up-to-datest thing that one could wish for, was the conception of Misses Henderson and Rowing, and reflects the greatest credit on their artistic ideal. Mrs Mathieson, an old favourite, sang in her usual easy and taking style. The musical gems were undoubtedly the violin solos of Miss Harrison, whose simplicity or demeanour had a peculiar charm as one listened to the most difficult fingering, and that, too, on a "slippery" string. Miss Knight was vociferously encored. Mr Budge was a veritable Orpheus Redivivus, having the unpleasing reputation in his voice. His song "fetched down the house." I wish other soloists would endeavour to copy his distinctness of wording. Considerable praise is due to Mesdames King, Prinz, Henderson, Hornby, Rowing and Stott, and Messrs Chapman, and Hornby, who laboured hard to achieve success.: [603, 832, 770, 1138]
- price-row: [939, 1161, 1106, 1171]
- millinery-text: is well stocked with Ladies' Hats and Bonnets.: [173, 740, 318, 762]
- price-item: Meat, Vegetable and other Dishes: [8, 1181, 124, 1192]
